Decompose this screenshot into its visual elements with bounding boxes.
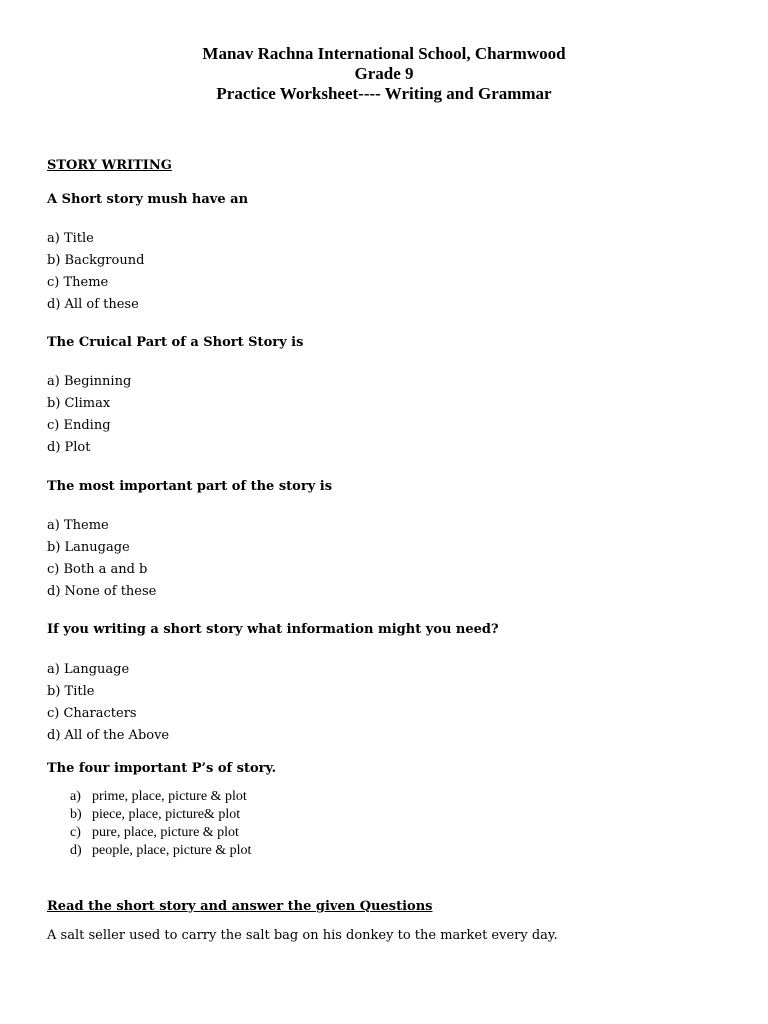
q3-option-d: d) None of these	[47, 584, 157, 599]
school-name: Manav Rachna International School, Charmwood	[202, 44, 566, 63]
question-1: A Short story mush have an	[47, 192, 249, 207]
reading-text: A salt seller used to carry the salt bag on his donkey to the market every day.	[47, 928, 558, 943]
list-marker: b)	[70, 807, 82, 822]
q1-option-b: b) Background	[47, 253, 145, 268]
q4-option-b: b) Title	[47, 684, 95, 699]
q2-option-a: a) Beginning	[47, 374, 132, 389]
question-3: The most important part of the story is	[47, 479, 333, 494]
q4-option-d: d) All of the Above	[47, 728, 170, 743]
q1-option-a: a) Title	[47, 231, 94, 246]
q3-option-a: a) Theme	[47, 518, 109, 533]
q1-option-c: c) Theme	[47, 275, 109, 290]
q2-option-d: d) Plot	[47, 440, 91, 455]
q2-option-c: c) Ending	[47, 418, 111, 433]
question-4: If you writing a short story what information might you need?	[47, 622, 499, 637]
q5-option-d	[70, 843, 251, 859]
option-text: pure, place, picture & plot	[92, 825, 239, 840]
option-text: prime, place, picture & plot	[92, 789, 247, 804]
option-text: people, place, picture & plot	[92, 843, 252, 858]
q5-option-b	[70, 807, 240, 823]
section-heading: STORY WRITING	[47, 158, 172, 173]
q2-option-b: b) Climax	[47, 396, 111, 411]
question-2: The Cruical Part of a Short Story is	[47, 335, 304, 350]
q1-option-d: d) All of these	[47, 297, 139, 312]
q5-option-a	[70, 789, 247, 805]
option-text: piece, place, picture& plot	[92, 807, 241, 822]
question-5: The four important P’s of story.	[47, 761, 277, 776]
worksheet-title: Practice Worksheet---- Writing and Grammar	[216, 84, 552, 103]
list-marker: d)	[70, 843, 82, 858]
grade-label: Grade 9	[354, 64, 414, 83]
q4-option-a: a) Language	[47, 662, 130, 677]
list-marker: a)	[70, 789, 81, 804]
q3-option-c: c) Both a and b	[47, 562, 148, 577]
reading-heading: Read the short story and answer the given Questions	[47, 899, 433, 914]
list-marker: c)	[70, 825, 81, 840]
q4-option-c: c) Characters	[47, 706, 137, 721]
q5-option-c	[70, 825, 239, 841]
q3-option-b: b) Lanugage	[47, 540, 130, 555]
